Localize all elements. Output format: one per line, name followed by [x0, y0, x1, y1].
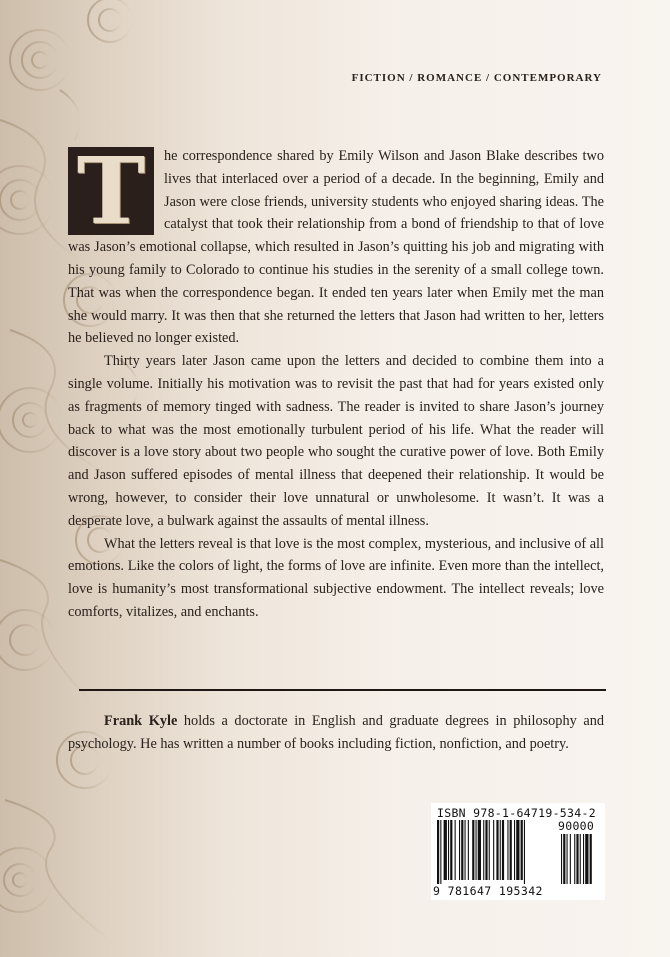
- barcode-addon-bar: [561, 834, 562, 884]
- barcode-bar: [524, 820, 525, 884]
- barcode-bar: [493, 820, 494, 880]
- barcode-number: 9 781647 195342: [433, 884, 543, 898]
- barcode-bar: [455, 820, 456, 880]
- barcode-bar: [500, 820, 501, 880]
- paragraph-3: What the letters reveal is that love is the most complex, mysterious, and inclusive of all emotions. Like the colors of light, the forms of love are infinite. Even more than the intellect, love is humanity’s most transformational subjective endowment. The intellect reveals; love comforts, vitalizes, and enchants.: [68, 535, 604, 620]
- isbn-label: ISBN 978-1-64719-534-2: [437, 806, 596, 820]
- barcode-bar: [516, 820, 519, 880]
- barcode-addon-bar: [570, 834, 571, 884]
- barcode-bar: [507, 820, 508, 880]
- barcode-addon-bar: [563, 834, 565, 884]
- barcode-addon-bar: [567, 834, 568, 884]
- barcode-bar: [461, 820, 463, 880]
- barcode-bar: [496, 820, 498, 880]
- synopsis: [68, 137, 604, 624]
- barcode-bar: [514, 820, 515, 880]
- barcode-bar: [468, 820, 469, 880]
- barcode-bar: [485, 820, 487, 880]
- barcode-addon-bar: [585, 834, 588, 884]
- author-bio-text: holds a doctorate in English and graduate degrees in philosophy and psychology. He has written a number of books including fiction, nonfiction, and poetry.: [68, 713, 604, 752]
- barcode-bar: [476, 820, 477, 880]
- barcode-addon-bar: [583, 834, 584, 884]
- barcode-addon-bar: [576, 834, 578, 884]
- barcode-bar: [437, 820, 439, 884]
- barcode-bar: [440, 820, 441, 884]
- barcode-addon: 90000: [558, 819, 595, 833]
- author-bio: [68, 710, 604, 756]
- barcode-bar: [502, 820, 504, 880]
- barcode-bar: [521, 820, 523, 880]
- drop-cap: [68, 137, 154, 245]
- barcode-bar: [459, 820, 460, 880]
- barcode-bar: [489, 820, 490, 880]
- divider-rule: [79, 689, 606, 691]
- barcode-bar: [444, 820, 447, 880]
- paragraph-1: he correspondence shared by Emily Wilson and Jason Blake describes two lives that interlaced over a period of a decade. In the beginning, Emily and Jason were close friends, university students who enjoyed sharing ideas. The catalyst that took their relationship from a bond of friendship to that of love was Jason’s emotional collapse, which resulted in Jason’s quitting his job and migrating with his young family to Colorado to continue his studies in the serenity of a small college town. That was when the correspondence began. It ended ten years later when Emily met the man she would marry. It was then that she returned the letters that Jason had written to her, letters he believed no longer existed.: [68, 148, 604, 347]
- barcode-bar: [465, 820, 466, 880]
- drop-cap-letter: T: [76, 137, 146, 245]
- barcode-bar: [450, 820, 452, 880]
- barcode-addon-bar: [590, 834, 592, 884]
- genre-category: FICTION / ROMANCE / CONTEMPORARY: [351, 72, 602, 84]
- author-name: Frank Kyle: [104, 713, 178, 729]
- isbn-barcode: [431, 803, 605, 900]
- barcode-addon-bar: [574, 834, 575, 884]
- barcode-bar: [472, 820, 474, 880]
- barcode-bar: [483, 820, 484, 880]
- barcode-bar: [510, 820, 512, 880]
- barcode-addon-bar: [580, 834, 581, 884]
- barcode-bar: [448, 820, 449, 880]
- paragraph-2: Thirty years later Jason came upon the letters and decided to combine them into a single volume. Initially his motivation was to revisit the past that had for years existed only as fragments of memory tinged with sadness. The reader is invited to share Jason’s journey back to what was the most emotionally turbulent period of his life. What the reader will discover is a love story about two people who sought the curative power of love. Both Emily and Jason suffered episodes of mental illness that deepened their relationship. It would be wrong, however, to consider their love unnatural or unwholesome. It wasn’t. It was a desperate love, a bulwark against the assaults of mental illness.: [68, 353, 604, 529]
- barcode-bar: [478, 820, 481, 880]
